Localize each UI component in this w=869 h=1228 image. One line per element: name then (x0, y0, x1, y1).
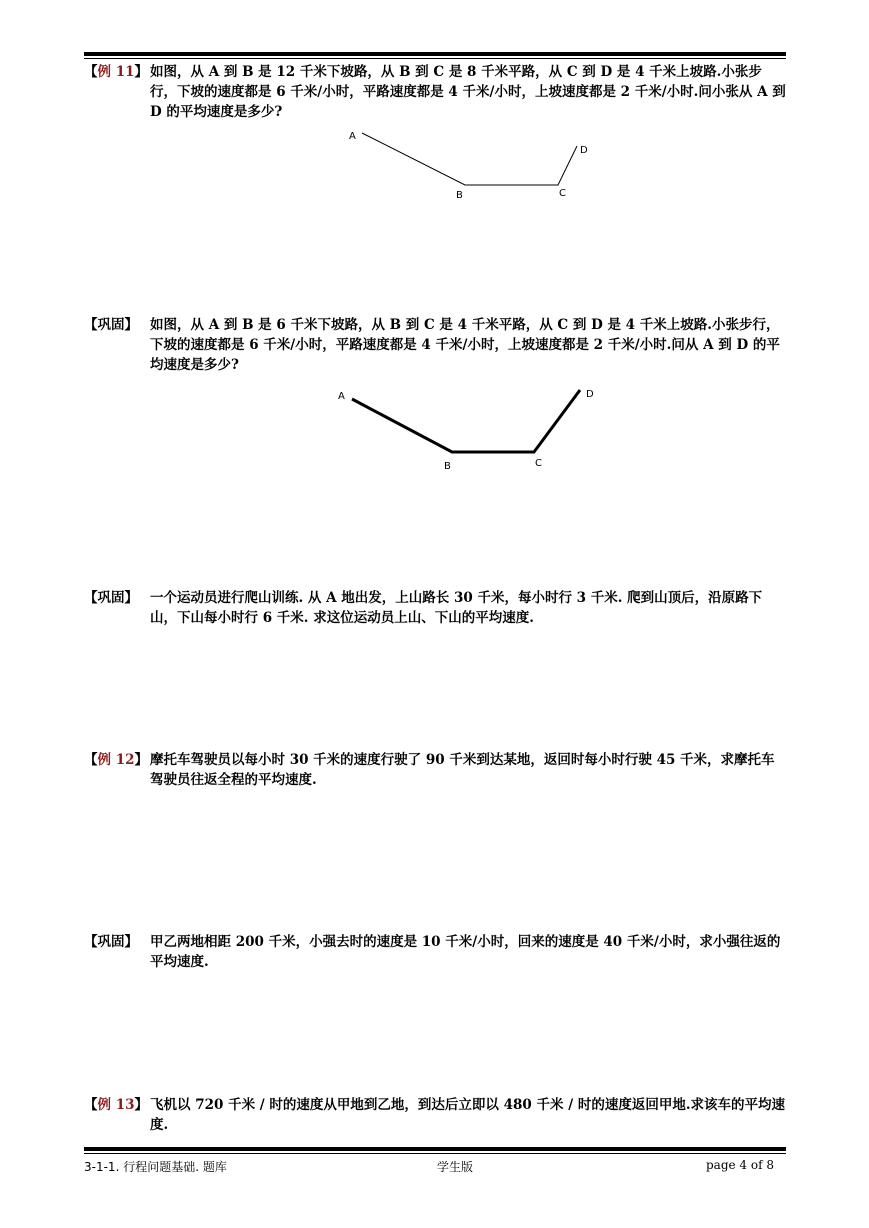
point-label-c: C (535, 458, 542, 469)
footer-page-number: page 4 of 8 (706, 1158, 774, 1172)
problem-tag: 【例 12】 (84, 752, 148, 768)
slope-diagram-1 (340, 128, 600, 204)
point-label-b: B (456, 190, 463, 201)
footer-rule-thick (84, 1147, 786, 1151)
point-label-d: D (580, 145, 588, 156)
problem-tag: 【例 11】 (84, 64, 148, 80)
footer-doc-title: 3-1-1. 行程问题基础. 题库 (84, 1160, 227, 1174)
point-label-b: B (444, 461, 451, 472)
problem-tag: 【巩固】 (84, 934, 138, 950)
problem-example-12 (84, 750, 786, 790)
problem-practice-3 (84, 932, 786, 972)
problem-example-13 (84, 1095, 786, 1135)
slope-diagram-2 (330, 382, 610, 474)
problem-text: 摩托车驾驶员以每小时 30 千米的速度行驶了 90 千米到达某地，返回时每小时行驶 45 千米，求摩托车驾驶员往返全程的平均速度. (150, 752, 775, 788)
point-label-d: D (586, 389, 594, 400)
problem-text: 飞机以 720 千米 / 时的速度从甲地到乙地，到达后立即以 480 千米 / 时的速度返回甲地.求该车的平均速度. (150, 1097, 786, 1133)
problem-text: 如图，从 A 到 B 是 12 千米下坡路，从 B 到 C 是 8 千米平路，从 C 到 D 是 4 千米上坡路.小张步行，下坡的速度都是 6 千米/小时，平路速度都是 4 千米/小时，上坡速度都是 2 千米/小时.问小张从 A 到 D 的平均速度是多少? (150, 64, 786, 120)
problem-tag: 【巩固】 (84, 590, 138, 606)
problem-text: 一个运动员进行爬山训练. 从 A 地出发，上山路长 30 千米，每小时行 3 千米. 爬到山顶后，沿原路下山，下山每小时行 6 千米. 求这位运动员上山、下山的平均速度. (150, 590, 763, 626)
header-rule-thick (84, 52, 786, 56)
problem-practice-2 (84, 588, 786, 628)
problem-tag: 【例 13】 (84, 1097, 148, 1113)
header-rule-thin (84, 58, 786, 59)
route-path (352, 390, 580, 452)
route-path (362, 133, 577, 185)
problem-example-11 (84, 62, 786, 122)
problem-text: 甲乙两地相距 200 千米，小强去时的速度是 10 千米/小时，回来的速度是 40 千米/小时，求小强往返的平均速度. (150, 934, 781, 970)
point-label-c: C (559, 188, 566, 199)
problem-practice-1 (84, 315, 786, 375)
footer-rule-thin (84, 1153, 786, 1154)
point-label-a: A (338, 391, 345, 402)
problem-tag: 【巩固】 (84, 317, 138, 333)
point-label-a: A (349, 131, 356, 142)
footer-edition: 学生版 (437, 1160, 474, 1174)
problem-text: 如图，从 A 到 B 是 6 千米下坡路，从 B 到 C 是 4 千米平路，从 C 到 D 是 4 千米上坡路.小张步行，下坡的速度都是 6 千米/小时，平路速度都是 4 千米/小时，上坡速度都是 2 千米/小时.问从 A 到 D 的平均速度是多少? (150, 317, 780, 373)
